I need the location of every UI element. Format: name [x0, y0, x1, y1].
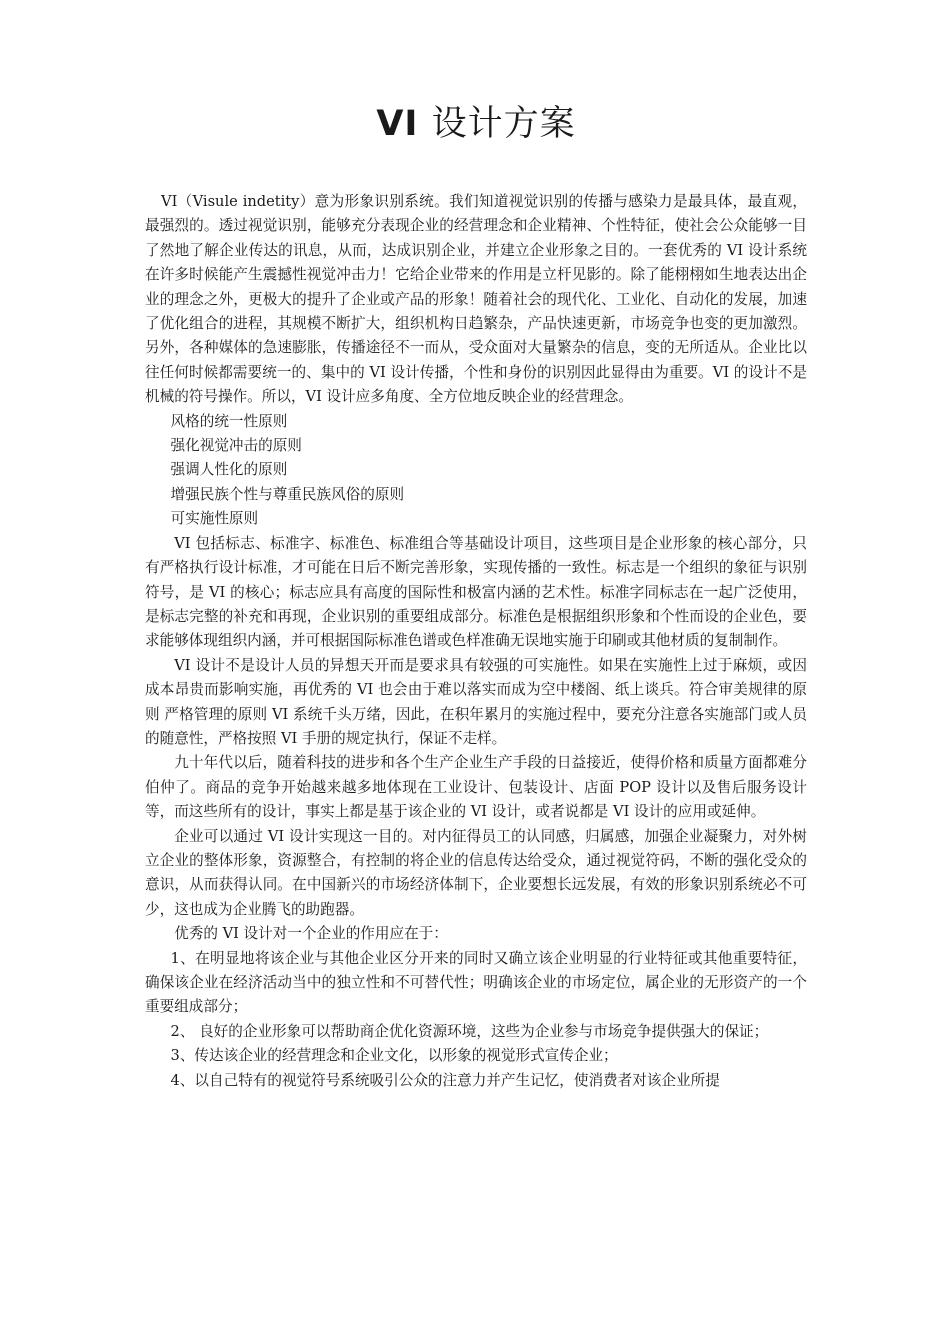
paragraph-vi-contents: VI 包括标志、标准字、标准色、标准组合等基础设计项目，这些项目是企业形象的核心部分，只有严格执行设计标准，才可能在日后不断完善形象，实现传播的一致性。标志是一个组织的象征与识别符号，是 VI 的核心；标志应具有高度的国际性和极富内涵的艺术性。标准字同标志在一起广泛使用，是标志完整的补充和再现，企业识别的重要组成部分。标准色是根据组织形象和个性而设的企业色，要求能够体现组织内涵，并可根据国际标准色谱或色样准确无误地实施于印刷或其他材质的复制制作。	[145, 534, 807, 650]
paragraph-intro: VI（Visule indetity）意为形象识别系统。我们知道视觉识别的传播与感染力是最具体，最直观，最强烈的。透过视觉识别，能够充分表现企业的经营理念和企业精神、个性特征，使社会公众能够一目了然地了解企业传达的讯息，从而，达成识别企业，并建立企业形象之目的。一套优秀的 VI 设计系统在许多时候能产生震撼性视觉冲击力！它给企业带来的作用是立杆见影的。除了能栩栩如生地表达出企业的理念之外，更极大的提升了企业或产品的形象！随着社会的现代化、工业化、自动化的发展，加速了优化组合的进程，其规模不断扩大，组织机构日趋繁杂，产品快速更新，市场竞争也变的更加激烈。另外，各种媒体的急速膨胀，传播途径不一而从，受众面对大量繁杂的信息，变的无所适从。企业比以往任何时候都需要统一的、集中的 VI 设计传播，个性和身份的识别因此显得由为重要。VI 的设计不是机械的符号操作。所以，VI 设计应多角度、全方位地反映企业的经营理念。	[145, 193, 807, 406]
document-title-text: VI 设计方案	[376, 104, 576, 144]
numbered-item: 2、 良好的企业形象可以帮助商企优化资源环境，这些为企业参与市场竞争提供强大的保证；	[170, 1022, 769, 1040]
paragraph-role-intro: 优秀的 VI 设计对一个企业的作用应在于：	[174, 925, 448, 943]
principle-item: 增强民族个性与尊重民族风俗的原则	[170, 485, 405, 503]
document-title	[145, 96, 807, 152]
paragraph-feasibility: VI 设计不是设计人员的异想天开而是要求具有较强的可实施性。如果在实施性上过于麻烦，或因成本昂贵而影响实施，再优秀的 VI 也会由于难以落实而成为空中楼阁、纸上谈兵。符合审美规律的原则 严格管理的原则 VI 系统千头万绪，因此，在积年累月的实施过程中，要充分注意各实施部门或人员的随意性，严格按照 VI 手册的规定执行，保证不走样。	[145, 656, 807, 747]
principle-item: 可实施性原则	[170, 510, 259, 528]
numbered-item: 4、以自己特有的视觉符号系统吸引公众的注意力并产生记忆，使消费者对该企业所提	[170, 1071, 720, 1089]
document-body	[145, 190, 807, 1093]
document-page	[145, 96, 807, 1093]
numbered-item: 1、在明显地将该企业与其他企业区分开来的同时又确立该企业明显的行业特征或其他重要特征，确保该企业在经济活动当中的独立性和不可替代性；明确该企业的市场定位，属企业的无形资产的一个重要组成部分；	[145, 949, 807, 1016]
numbered-item: 3、传达该企业的经营理念和企业文化，以形象的视觉形式宣传企业；	[170, 1047, 618, 1065]
principle-item: 风格的统一性原则	[170, 412, 288, 430]
paragraph-purpose: 企业可以通过 VI 设计实现这一目的。对内征得员工的认同感，归属感，加强企业凝聚力，对外树立企业的整体形象，资源整合，有控制的将企业的信息传达给受众，通过视觉符码，不断的强化受众的意识，从而获得认同。在中国新兴的市场经济体制下，企业要想长远发展，有效的形象识别系统必不可少，这也成为企业腾飞的助跑器。	[145, 827, 807, 918]
principle-item: 强调人性化的原则	[170, 461, 288, 479]
principle-item: 强化视觉冲击的原则	[170, 437, 302, 455]
paragraph-nineties: 九十年代以后，随着科技的进步和各个生产企业生产手段的日益接近，使得价格和质量方面都难分伯仲了。商品的竞争开始越来越多地体现在工业设计、包装设计、店面 POP 设计以及售后服务设计等，而这些所有的设计，事实上都是基于该企业的 VI 设计，或者说都是 VI 设计的应用或延伸。	[145, 754, 807, 821]
